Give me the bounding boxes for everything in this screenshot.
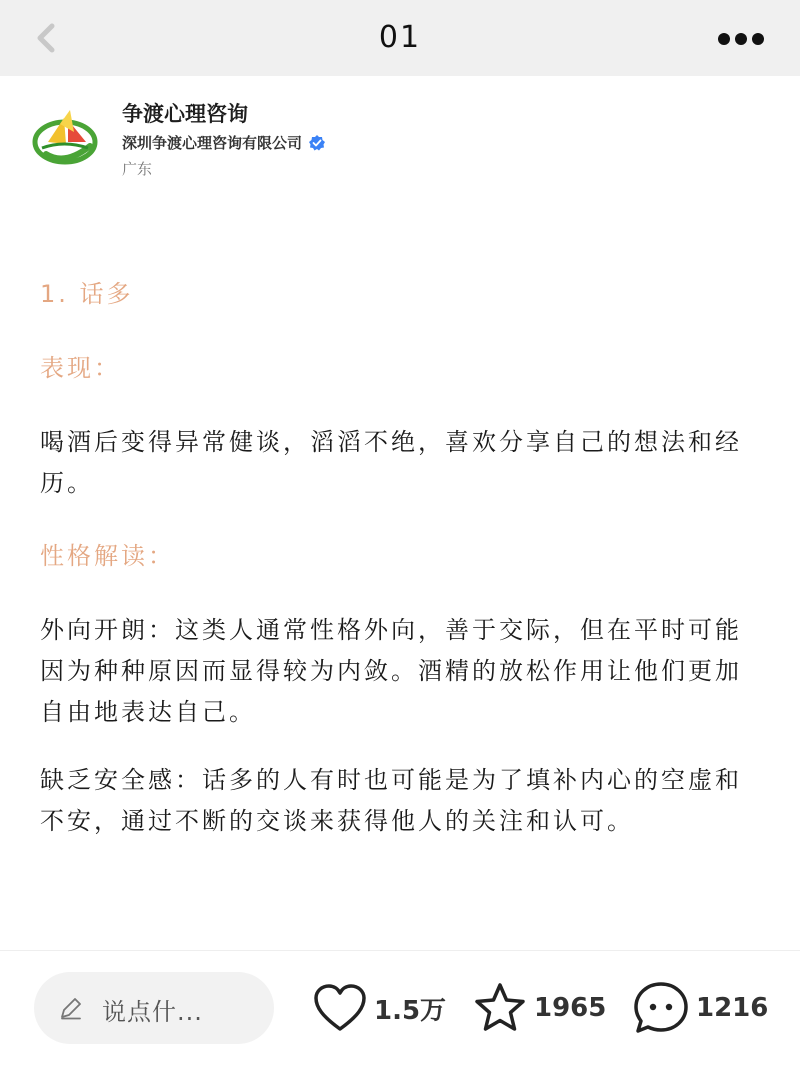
label-behavior: 表现： [40,354,121,382]
account-header[interactable] [30,96,770,186]
comment-input[interactable] [34,972,274,1044]
top-navbar [0,0,800,76]
company-name: 深圳争渡心理咨询有限公司 [122,134,303,152]
comment-count: 1216 [696,993,769,1023]
account-name: 争渡心理咨询 [122,102,248,126]
heart-icon [312,983,368,1033]
page-title: 01 [378,20,422,55]
section-title: 1. 话多 [40,280,134,308]
brand-logo [30,102,100,172]
comment-placeholder: 说点什... [102,998,203,1026]
more-dots-icon[interactable] [718,32,764,46]
like-button[interactable] [312,980,446,1036]
trait-paragraph-insecurity: 缺乏安全感：话多的人有时也可能是为了填补内心的空虚和不安，通过不断的交谈来获得他人的关注和认可。 [40,766,742,835]
chat-bubble-icon [632,980,690,1036]
comments-button[interactable] [632,980,768,1036]
account-region: 广东 [122,160,153,178]
account-company [122,132,326,153]
star-icon [472,981,528,1035]
favorite-button[interactable] [472,980,606,1036]
label-personality: 性格解读： [40,542,175,570]
trait-paragraph-extrovert: 外向开朗：这类人通常性格外向，善于交际，但在平时可能因为种种原因而显得较为内敛。酒精的放松作用让他们更加自由地表达自己。 [40,616,742,726]
like-count: 1.5万 [374,995,447,1026]
behavior-paragraph: 喝酒后变得异常健谈，滔滔不绝，喜欢分享自己的想法和经历。 [40,428,742,497]
favorite-count: 1965 [534,993,607,1023]
pencil-icon [58,995,84,1021]
bottom-divider [0,950,800,951]
verified-badge-icon [308,134,326,152]
